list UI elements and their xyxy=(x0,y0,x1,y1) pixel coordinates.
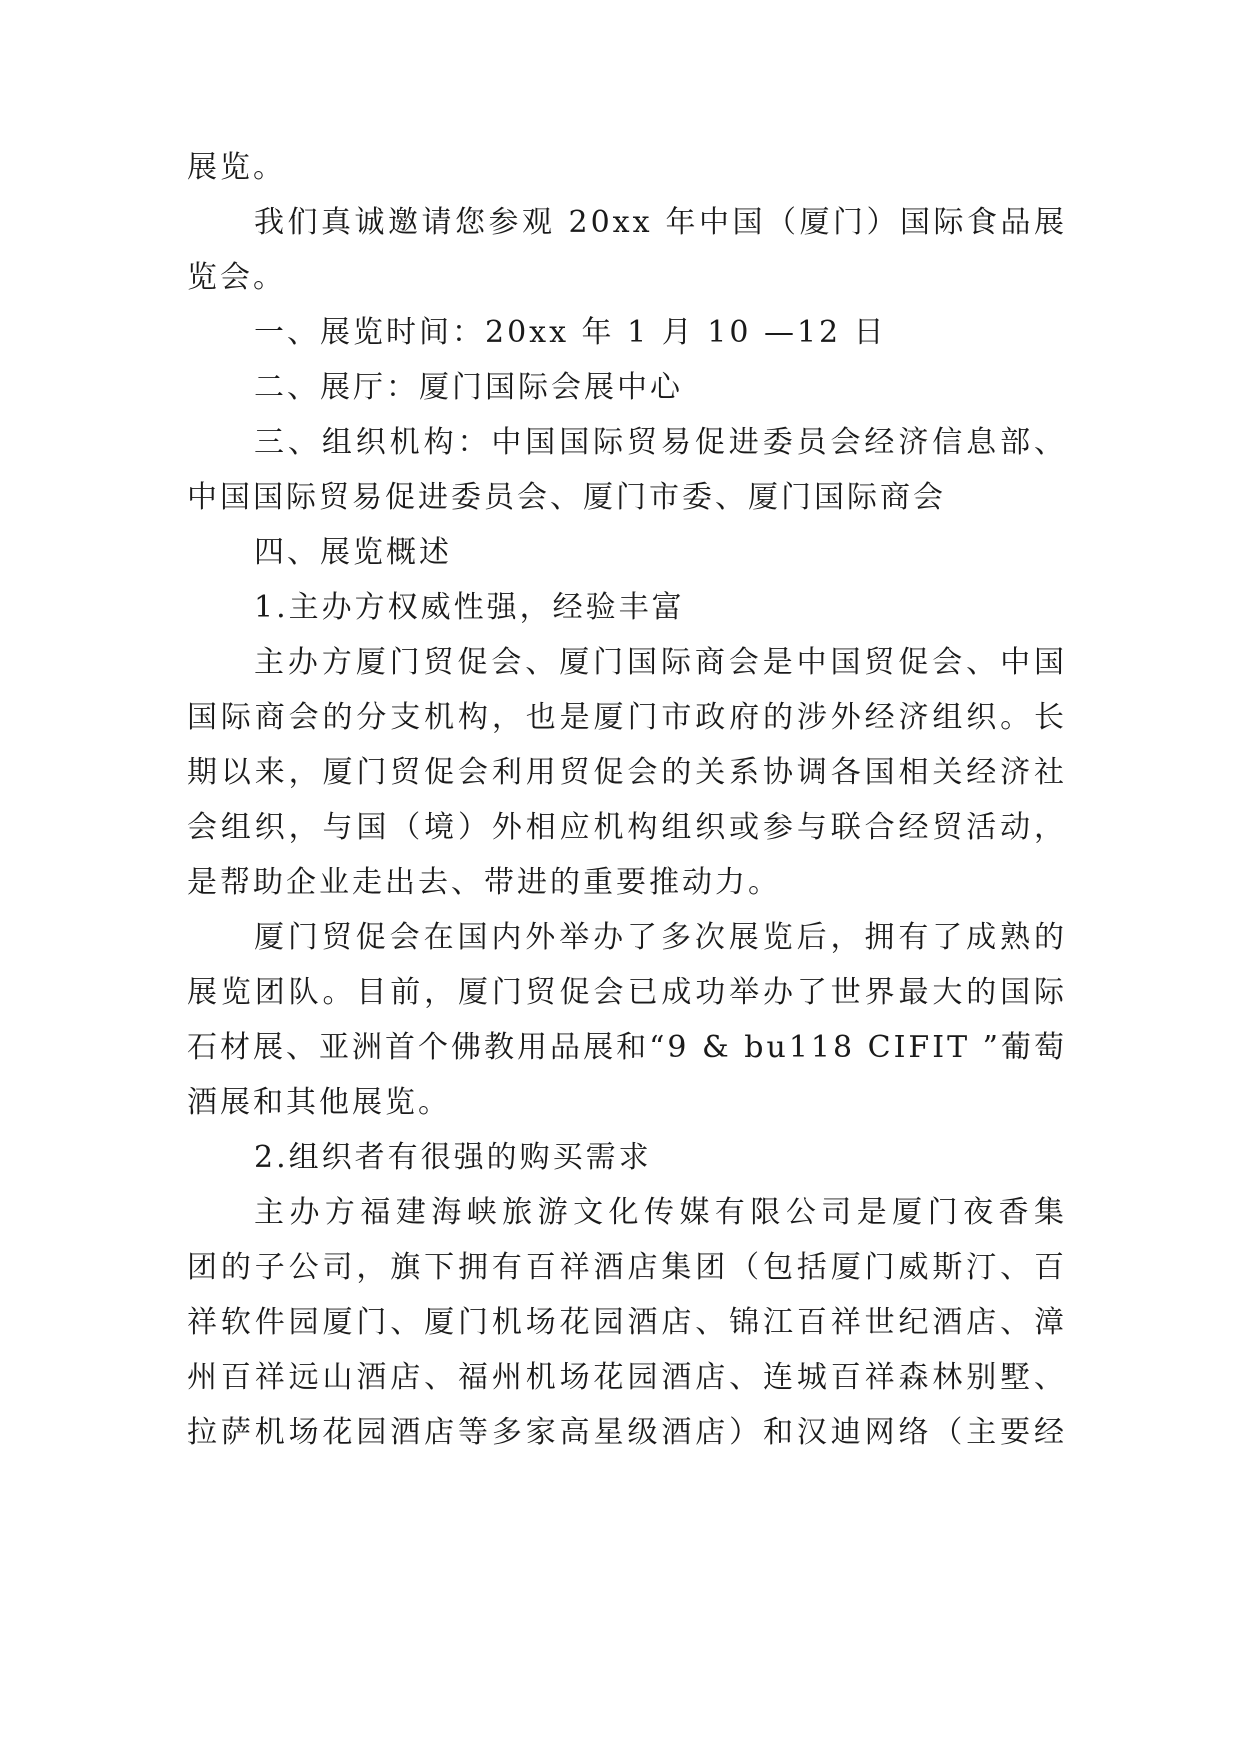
body-text-line: 是帮助企业走出去、带进的重要推动力。 xyxy=(187,865,781,900)
body-text-line: 团的子公司，旗下拥有百祥酒店集团（包括厦门威斯汀、百 xyxy=(187,1250,1067,1285)
body-text-line: 祥软件园厦门、厦门机场花园酒店、锦江百祥世纪酒店、漳 xyxy=(187,1305,1067,1340)
body-text-line: 览会。 xyxy=(187,260,286,295)
paragraph-first-line: 主办方厦门贸促会、厦门国际商会是中国贸促会、中国 xyxy=(254,645,1067,680)
body-text-line: 州百祥远山酒店、福州机场花园酒店、连城百祥森林别墅、 xyxy=(187,1360,1067,1395)
paragraph-first-line: 厦门贸促会在国内外举办了多次展览后，拥有了成熟的 xyxy=(254,920,1067,955)
subsection-heading-1: 1.主办方权威性强，经验丰富 xyxy=(254,590,685,625)
section-heading-overview: 四、展览概述 xyxy=(254,535,452,570)
body-text-line: 酒展和其他展览。 xyxy=(187,1085,451,1120)
body-text-line: 国际商会的分支机构，也是厦门市政府的涉外经济组织。长 xyxy=(187,700,1067,735)
body-text-line: 期以来，厦门贸促会利用贸促会的关系协调各国相关经济社 xyxy=(187,755,1067,790)
body-text-line: 拉萨机场花园酒店等多家高星级酒店）和汉迪网络（主要经 xyxy=(187,1415,1067,1450)
subsection-heading-2: 2.组织者有很强的购买需求 xyxy=(254,1140,652,1175)
body-text-line: 展览团队。目前，厦门贸促会已成功举办了世界最大的国际 xyxy=(187,975,1067,1010)
body-text-line: 展览。 xyxy=(187,150,286,185)
body-text-line: 中国国际贸易促进委员会、厦门市委、厦门国际商会 xyxy=(187,480,946,515)
body-text-line: 石材展、亚洲首个佛教用品展和“9 & bu118 CIFIT ”葡萄 xyxy=(187,1030,1067,1065)
body-text-line: 会组织，与国（境）外相应机构组织或参与联合经贸活动， xyxy=(187,810,1067,845)
section-heading-exhibition-hall: 二、展厅：厦门国际会展中心 xyxy=(254,370,683,405)
paragraph-first-line: 主办方福建海峡旅游文化传媒有限公司是厦门夜香集 xyxy=(254,1195,1067,1230)
paragraph-first-line: 我们真诚邀请您参观 20xx 年中国（厦门）国际食品展 xyxy=(254,205,1067,240)
section-heading-organizer: 三、组织机构：中国国际贸易促进委员会经济信息部、 xyxy=(254,425,1067,460)
section-heading-exhibition-time: 一、展览时间：20xx 年 1 月 10 —12 日 xyxy=(254,315,887,350)
